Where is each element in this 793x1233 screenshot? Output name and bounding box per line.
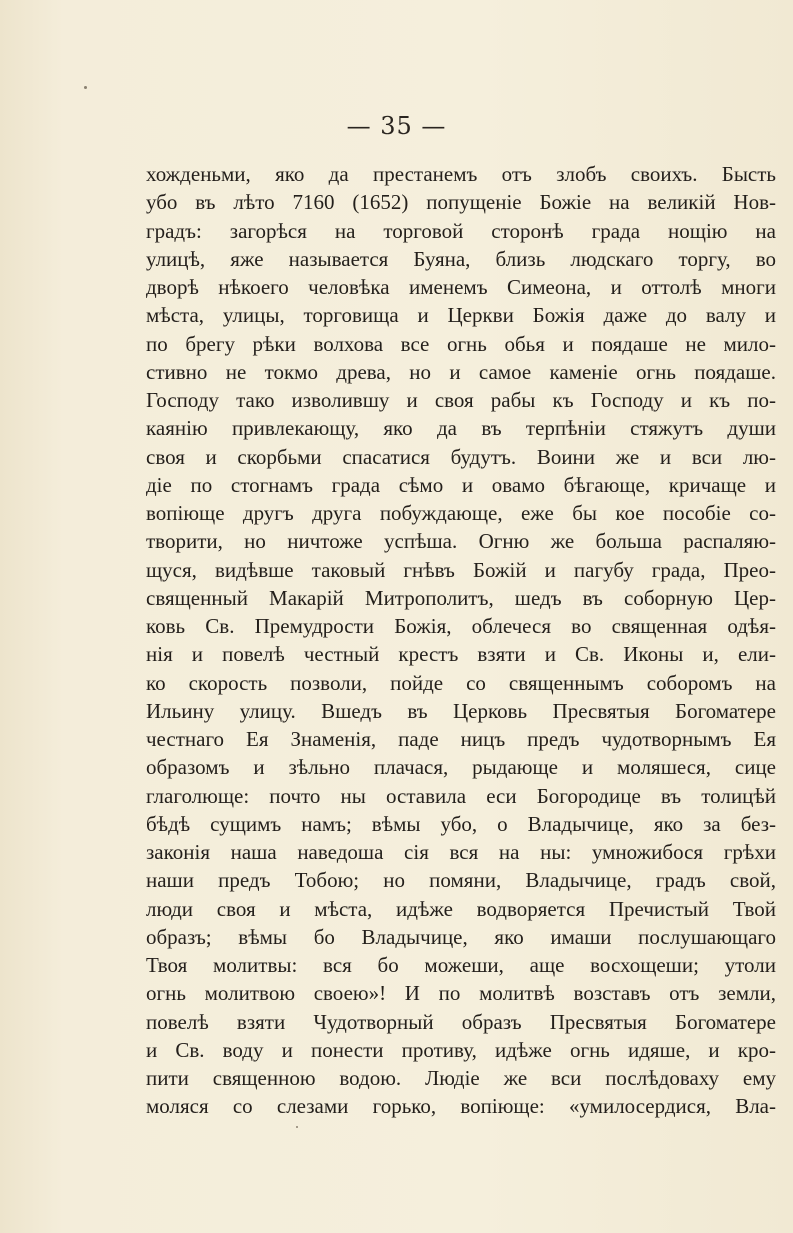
text-line: честнаго Ея Знаменія, паде ницъ предъ чудотворнымъ Ея	[146, 727, 776, 751]
text-line: убо въ лѣто 7160 (1652) попущеніе Божіе на великій Нов-	[146, 190, 776, 215]
text-line: мѣста, улицы, торговища и Церкви Божія даже до валу и	[146, 303, 776, 328]
text-line: своя и скорбьми спасатися будутъ. Воини же и вси лю-	[146, 444, 776, 469]
text-line: по брегу рѣки волхова все огнь обья и поядаше не мило-	[146, 331, 776, 356]
paper-speck	[296, 1126, 298, 1128]
text-line: стивно не токмо древа, но и самое каменіе огнь поядаше.	[146, 359, 776, 384]
text-line: ковь Св. Премудрости Божія, облечеся во священная одѣя-	[146, 614, 776, 638]
text-line: діе по стогнамъ града сѣмо и овамо бѣгающе, кричаще и	[146, 472, 776, 497]
text-line: улицѣ, яже называется Буяна, близь людскаго торгу, во	[146, 246, 776, 271]
text-line: дворѣ нѣкоего человѣка именемъ Симеона, и оттолѣ многи	[146, 275, 776, 299]
text-line: законія наша наведоша сія вся на ны: умножибося грѣхи	[146, 840, 776, 864]
text-line: Твоя молитвы: вся бо можеши, аще восхощеши; утоли	[146, 953, 776, 977]
text-line: бѣдѣ сущимъ намъ; вѣмы убо, о Владычице, яко за без-	[146, 811, 776, 836]
body-text	[146, 160, 776, 1121]
text-line: Господу тако изволившу и своя рабы къ Господу и къ по-	[146, 388, 776, 412]
text-line: повелѣ взяти Чудотворный образъ Пресвятыя Богоматере	[146, 1009, 776, 1034]
text-line: Ильину улицу. Вшедъ въ Церковь Пресвятыя Богоматере	[146, 698, 776, 723]
paper-speck	[84, 86, 87, 89]
text-line: хожденьми, яко да престанемъ отъ злобъ своихъ. Бысть	[146, 162, 776, 186]
text-line: образомъ и зѣльно плачася, рыдающе и моляшеся, сице	[146, 755, 776, 780]
text-line: каянію привлекающу, яко да въ терпѣніи стяжутъ души	[146, 416, 776, 441]
text-line: щуся, видѣвше таковый гнѣвъ Божій и пагубу града, Прео-	[146, 557, 776, 582]
text-line: нія и повелѣ честный крестъ взяти и Св. Иконы и, ели-	[146, 642, 776, 667]
text-line: ко скорость позволи, пойде со священнымъ соборомъ на	[146, 670, 776, 695]
text-line: глаголюще: почто ны оставила еси Богородице въ толицѣй	[146, 783, 776, 808]
text-line: люди своя и мѣста, идѣже водворяется Пречистый Твой	[146, 896, 776, 921]
text-line: градъ: загорѣся на торговой сторонѣ града нощію на	[146, 218, 776, 243]
text-line: и Св. воду и понести противу, идѣже огнь идяше, и кро-	[146, 1037, 776, 1062]
text-line: образъ; вѣмы бо Владычице, яко имаши послушающаго	[146, 924, 776, 949]
text-line: творити, но ничтоже успѣша. Огню же больша распаляю-	[146, 529, 776, 554]
text-line: пити священною водою. Людіе же вси послѣдоваху ему	[146, 1066, 776, 1090]
page-number: — 35 —	[346, 112, 447, 140]
text-line: огнь молитвою своею»! И по молитвѣ возставъ отъ земли,	[146, 981, 776, 1006]
text-line: наши предъ Тобою; но помяни, Владычице, градъ свой,	[146, 868, 776, 893]
text-line: священный Макарій Митрополитъ, шедъ въ соборную Цер-	[146, 585, 776, 610]
text-line: вопіюще другъ друга побуждающе, еже бы кое пособіе со-	[146, 501, 776, 525]
text-line: моляся со слезами горько, вопіюще: «умилосердися, Вла-	[146, 1094, 776, 1119]
